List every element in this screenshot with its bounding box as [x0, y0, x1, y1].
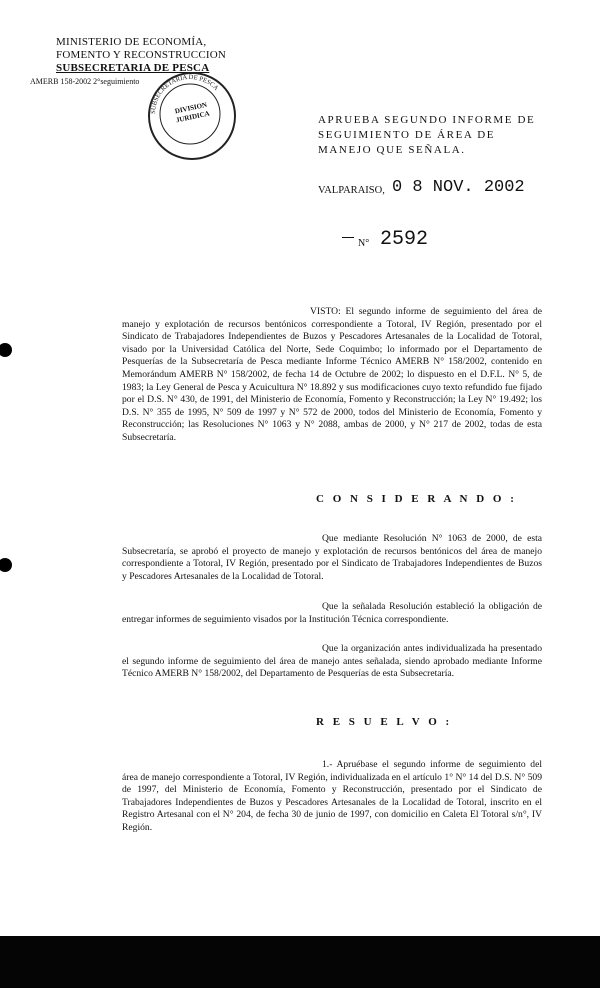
considerando-heading: C O N S I D E R A N D O : — [316, 493, 517, 505]
number-prefix: N° — [358, 238, 370, 249]
considerando-paragraph-2 — [122, 601, 542, 626]
considerando-2-text: obligación de entregar informes de seguimiento visados por la Institución Técnica correspondiente. — [122, 601, 543, 625]
visto-paragraph — [122, 306, 542, 445]
resuelvo-1-text: del área de manejo correspondiente a Totoral, IV Región, individualizada en el artículo 1° N° 14 del D.S. N° 509 de 1997, del Ministerio de Economía, Fomento y Reconstrucción, presentado por el Sindicato de Trabajadores Independientes de Buzos y Pescadores Artesanales de la Localidad de Totoral, inscrito en el Registro Artesanal con el N° 204, de fecha 30 de junio de 1997, con domicilio en Caleta El Totoral s/n°, IV Región. — [122, 759, 542, 833]
visto-text: El segundo informe de seguimiento del área de manejo y explotación de recursos bentónicos correspondiente a Totoral, IV Región, presentado por el Sindicato de Trabajadores Independientes de Buzos y Pescadores Artesanales de la Localidad de Totoral, visado por la Universidad Católica del Norte, Sede Coquimbo; lo informado por el Departamento de Pesquerías de la Subsecretaría de Pesca mediante Informe Técnico AMERB N° 158/2002, contenido en Memorándum AMERB N° 158/2002, de fecha 14 de Octubre de 2002; lo dispuesto en el D.F.L. N° 5, de 1983; la Ley General de Pesca y Acuicultura N° 18.892 y sus modificaciones cuyo texto refundido fue fijado por el D.S. N° 430, de 1991, del Ministerio de Economía, Fomento y Reconstrucción; la Ley N° 19.492; los D.S. N° 355 de 1995, N° 509 de 1997 y N° 572 de 2000, todos del Ministerio de Economía, Fomento y Reconstrucción; las Resoluciones N° 1063 y N° 2088, ambas de 2000, y N° 217 de 2002, todas de esta Subsecretaría. — [122, 306, 542, 443]
ministry-line-1: MINISTERIO DE ECONOMÍA, — [56, 36, 207, 48]
punch-hole-icon — [0, 343, 12, 357]
considerando-paragraph-3 — [122, 643, 542, 681]
resuelvo-1-lead: 1.- Apruébase el segundo informe de seguimiento — [322, 759, 526, 770]
letterhead — [56, 36, 256, 75]
scan-edge-band — [0, 936, 600, 988]
considerando-2-lead: Que la señalada Resolución estableció la — [322, 601, 485, 612]
considerando-paragraph-1 — [122, 533, 542, 583]
date-stamp: 0 8 NOV. 2002 — [392, 178, 525, 197]
number-dash — [342, 237, 354, 238]
place-label: VALPARAISO, — [318, 185, 385, 196]
considerando-1-text: esta Subsecretaría, se aprobó el proyecto de manejo y explotación de recursos bentónicos del área de manejo correspondiente a Totoral, IV Región, presentado por el Sindicato de Trabajadores Independientes de Buzos y Pescadores Artesanales de la Localidad de Totoral. — [122, 533, 542, 582]
resolution-number: 2592 — [380, 228, 429, 251]
ministry-line-3: SUBSECRETARIA DE PESCA — [56, 62, 210, 74]
reference-code: AMERB 158-2002 2°seguimiento — [30, 77, 140, 86]
visto-lead: VISTO: — [310, 306, 341, 317]
stamp-center-text: DIVISION JURIDICA — [174, 100, 211, 125]
stamp-ring-text: SUBSECRETARIA DE PESCA — [149, 73, 220, 115]
considerando-3-lead: Que la organización antes individualizada ha — [322, 643, 498, 654]
considerando-1-lead: Que mediante Resolución N° 1063 de 2000, de — [322, 533, 522, 544]
considerando-3-text: presentado el segundo informe de seguimiento del área de manejo antes señalada, siendo aprobado mediante Informe Técnico AMERB N° 158/2002, del Departamento de Pesquerías de esta Subsecretaría. — [122, 643, 542, 680]
division-juridica-stamp — [148, 72, 236, 160]
punch-hole-icon — [0, 558, 12, 572]
resuelvo-heading: R E S U E L V O : — [316, 716, 453, 728]
ministry-line-2: FOMENTO Y RECONSTRUCCION — [56, 49, 227, 61]
resuelvo-paragraph-1 — [122, 759, 542, 835]
document-title: APRUEBA SEGUNDO INFORME DE SEGUIMIENTO DE ÁREA DE MANEJO QUE SEÑALA. — [318, 114, 536, 156]
